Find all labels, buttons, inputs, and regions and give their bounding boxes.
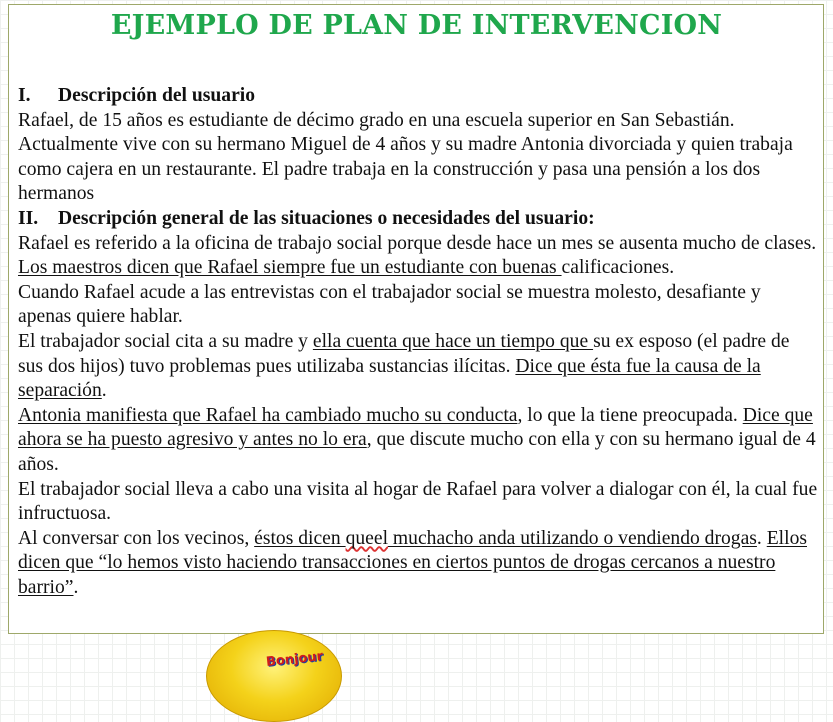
text-span: . xyxy=(73,576,79,598)
text-span: Al conversar con los vecinos, xyxy=(18,527,255,549)
section-2-title: Descripción general de las situaciones o necesidades del usuario: xyxy=(58,207,595,229)
paragraph-teachers xyxy=(18,256,818,281)
underlined-text: Dice que ahora se ha puesto agresivo y antes no lo era xyxy=(18,404,813,451)
underlined-text: Ellos dicen que “lo hemos visto haciendo transacciones en ciertos puntos de drogas cercanos a nuestro barrio” xyxy=(18,527,807,598)
text-span: , que discute mucho con ella y con su hermano igual de 4 años. xyxy=(18,429,816,475)
paragraph-mother xyxy=(18,330,818,404)
underlined-text: ella cuenta que hace un tiempo que xyxy=(312,330,594,352)
paragraph-antonia xyxy=(18,404,818,478)
text-span: El trabajador social cita a su madre y xyxy=(18,330,313,352)
text-span: , lo que la tiene preocupada. xyxy=(517,404,743,426)
section-2-number: II. xyxy=(18,207,39,229)
underlined-text: muchacho anda utilizando o vendiendo drogas xyxy=(388,527,757,549)
paragraph-referral: Rafael es referido a la oficina de trabajo social porque desde hace un mes se ausenta mucho de clases. xyxy=(18,232,817,254)
underlined-text: Antonia manifiesta que Rafael ha cambiado mucho su conducta xyxy=(18,404,518,426)
section-1-number: I. xyxy=(18,85,31,106)
underlined-text: éstos dicen xyxy=(254,527,346,549)
paragraph-interviews: Cuando Rafael acude a las entrevistas con el trabajador social se muestra molesto, desafiante y apenas quiere hablar. xyxy=(18,281,761,328)
text-span: . xyxy=(101,380,107,402)
section-1-heading xyxy=(18,84,818,109)
spelling-error-text: queel xyxy=(345,527,389,549)
section-1-title: Descripción del usuario xyxy=(58,85,256,106)
text-span: calificaciones. xyxy=(561,257,675,279)
logo-badge xyxy=(206,630,342,722)
page-title: EJEMPLO DE PLAN DE INTERVENCION xyxy=(110,10,723,41)
paragraph-neighbors xyxy=(18,527,818,601)
section-2-heading xyxy=(18,207,818,232)
section-1-text: Rafael, de 15 años es estudiante de décimo grado en una escuela superior en San Sebastián. Actualmente vive con su hermano Miguel de 4 años y su madre Antonia divorciada y quien trabaja como cajera en un restaurante. El padre trabaja en la construcción y pasa una pensión a los dos hermanos xyxy=(18,109,793,205)
paragraph-home-visit: El trabajador social lleva a cabo una visita al hogar de Rafael para volver a dialogar con él, la cual fue infructuosa. xyxy=(18,478,818,525)
text-span: . xyxy=(756,527,767,549)
underlined-text: Dice que ésta fue la causa de la separación xyxy=(18,355,761,402)
underlined-text: Los maestros dicen que Rafael siempre fue un estudiante con buenas xyxy=(18,257,562,279)
document-body xyxy=(18,84,818,600)
text-span: su ex esposo (el padre de sus dos hijos) tuvo problemas pues utilizaba sustancias ilícitas. xyxy=(18,330,790,377)
logo-text: Bonjour xyxy=(265,649,324,670)
